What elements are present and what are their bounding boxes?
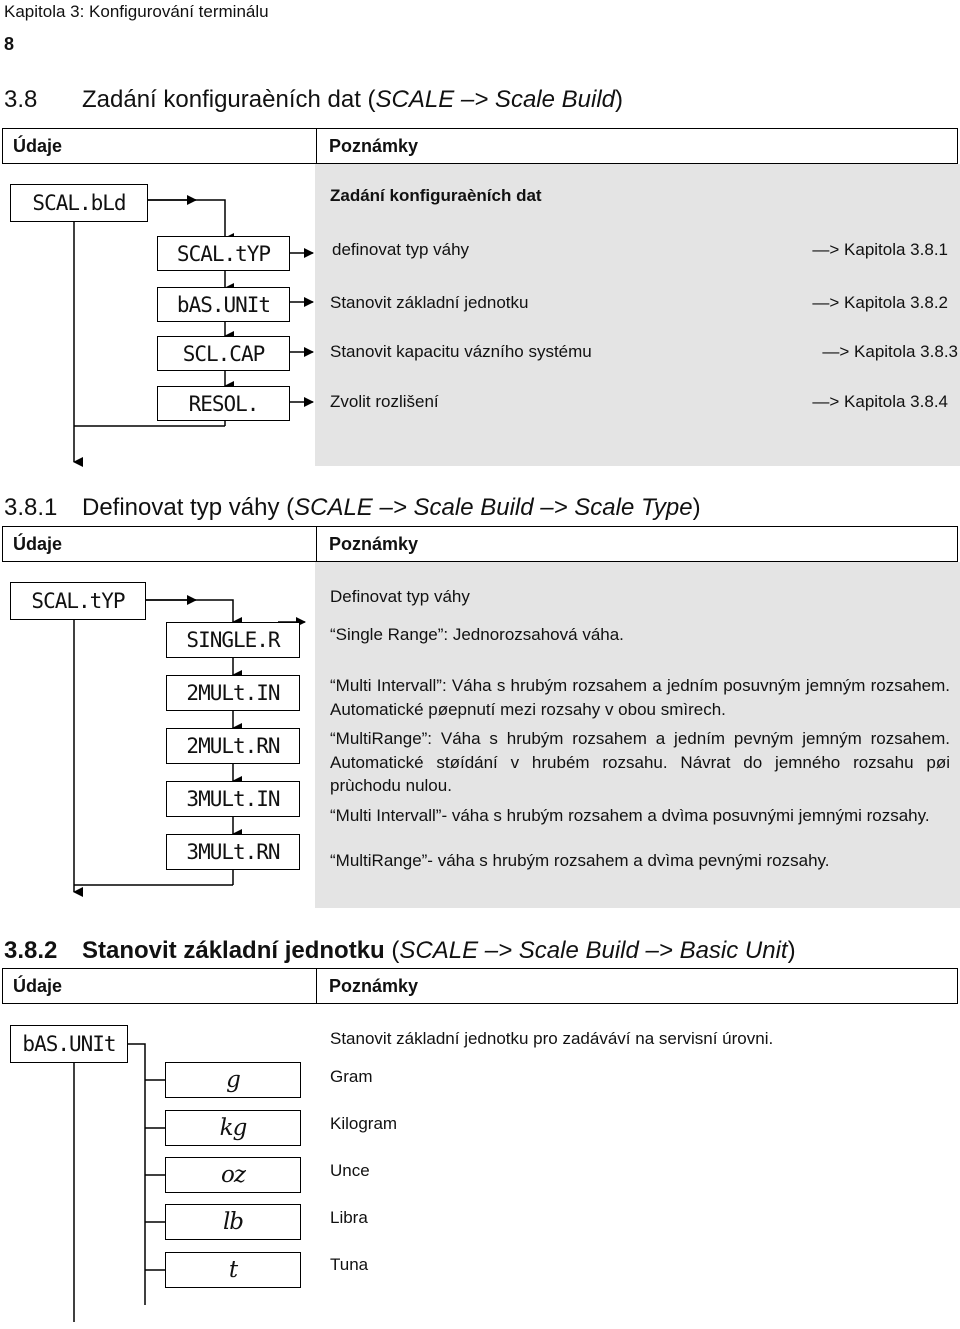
section-title: Stanovit základní jednotku (82, 937, 385, 964)
unit-label-gram: Gram (330, 1067, 373, 1086)
path-open: ( (391, 937, 400, 964)
note-multirange: “MultiRange”: Váha s hrubým rozsahem a jedním pevným jemným rozsahem. Automatické støídání v hrubém rozsahu. Návrat do jemného rozsahu pøi prùchodu nulou. (330, 729, 950, 795)
note-multi-intervall-2: “Multi Intervall”- váha s hrubým rozsahem a dvìma posuvnými jemnými rozsahy. (330, 806, 930, 825)
col-udaje: Údaje (13, 534, 63, 554)
path-close: ) (787, 937, 796, 964)
page-number: 8 (4, 34, 15, 54)
root-note: Zadání konfiguraèních dat (330, 186, 542, 205)
unit-box-oz: oz (165, 1157, 301, 1193)
note-single-range: “Single Range”: Jednorozsahová váha. (330, 625, 624, 644)
menu-path: SCALE –> Scale Build (375, 86, 616, 113)
menu-box-scal-typ: SCAL.tYP (157, 236, 290, 271)
item-text: Stanovit kapacitu vázního systému (330, 342, 592, 361)
notes-heading: Definovat typ váhy (330, 587, 470, 606)
note-multirange-2: “MultiRange”- váha s hrubým rozsahem a dvìma pevnými rozsahy. (330, 851, 830, 870)
chapter-reference: —> Kapitola 3.8.1 (812, 240, 948, 259)
running-head: Kapitola 3: Konfigurování terminálu (4, 2, 269, 21)
item-text: definovat typ váhy (332, 240, 470, 259)
col-poznamky: Poznámky (329, 976, 419, 996)
col-udaje: Údaje (13, 976, 63, 996)
chapter-reference: —> Kapitola 3.8.4 (812, 392, 948, 411)
chapter-reference: —> Kapitola 3.8.3 (822, 342, 958, 361)
col-udaje: Údaje (13, 136, 63, 156)
unit-label-unce: Unce (330, 1161, 370, 1180)
option-box-3mult-rn: 3MULt.RN (166, 834, 300, 870)
menu-box-resol: RESOL. (157, 386, 290, 421)
option-box-2mult-rn: 2MULt.RN (166, 728, 300, 764)
col-poznamky: Poznámky (329, 534, 419, 554)
unit-box-lb: lb (165, 1204, 301, 1240)
section-3-8-2-heading (4, 937, 796, 965)
table-header (2, 526, 958, 562)
option-box-3mult-in: 3MULt.IN (166, 781, 300, 817)
path-open: ( (367, 86, 376, 113)
path-open: ( (286, 494, 295, 521)
col-poznamky: Poznámky (329, 136, 419, 156)
menu-path: SCALE –> Scale Build –> Scale Type (294, 494, 693, 521)
unit-box-kg: kg (165, 1110, 301, 1146)
path-close: ) (615, 86, 624, 113)
note-multi-intervall: “Multi Intervall”: Váha s hrubým rozsahem a jedním posuvným jemným rozsahem. Automatické pøepnutí mezi rozsahy v obou smìrech. (330, 676, 950, 719)
section-number: 3.8.1 (4, 494, 58, 521)
notes-heading: Stanovit základní jednotku pro zadáváví na servisní úrovni. (330, 1029, 774, 1048)
section-title: Zadání konfiguraèních dat (82, 86, 361, 113)
unit-label-tuna: Tuna (330, 1255, 369, 1274)
unit-box-t: t (165, 1252, 301, 1288)
item-text: Zvolit rozlišení (330, 392, 439, 411)
menu-box-scal-bld: SCAL.bLd (10, 184, 148, 222)
section-3-8-1-heading (4, 494, 701, 522)
menu-box-scl-cap: SCL.CAP (157, 336, 290, 371)
menu-path: SCALE –> Scale Build –> Basic Unit (399, 937, 788, 964)
section-number: 3.8 (4, 86, 38, 113)
section-number: 3.8.2 (4, 937, 58, 964)
chapter-reference: —> Kapitola 3.8.2 (812, 293, 948, 312)
menu-box-bas-unit: bAS.UNIt (157, 287, 290, 322)
section-title: Definovat typ váhy (82, 494, 280, 521)
option-box-single-r: SINGLE.R (166, 622, 300, 658)
option-box-2mult-in: 2MULt.IN (166, 675, 300, 711)
path-close: ) (692, 494, 701, 521)
menu-box-bas-unit: bAS.UNIt (10, 1025, 128, 1063)
item-text: Stanovit základní jednotku (330, 293, 529, 312)
unit-label-kilogram: Kilogram (330, 1114, 398, 1133)
menu-box-scal-typ: SCAL.tYP (10, 582, 146, 620)
table-header (2, 968, 958, 1004)
unit-label-libra: Libra (330, 1208, 368, 1227)
unit-box-g: g (165, 1062, 301, 1098)
